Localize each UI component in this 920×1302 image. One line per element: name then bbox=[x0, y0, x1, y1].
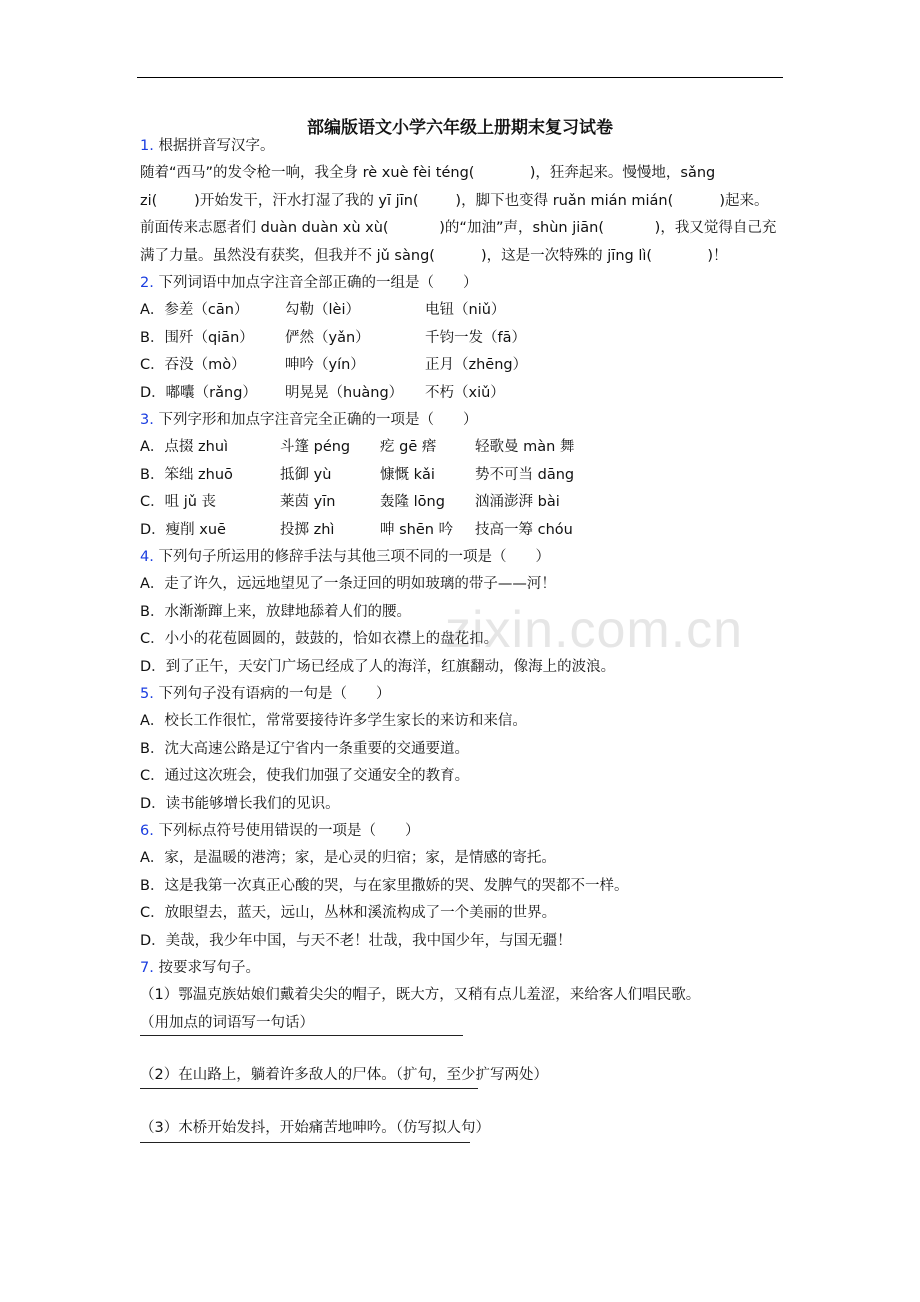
question-q2 bbox=[140, 273, 477, 293]
page-title: 部编版语文小学六年级上册期末复习试卷 bbox=[307, 118, 613, 138]
option-item: C．咀 jǔ 丧 bbox=[140, 494, 217, 511]
option: A．校长工作很忙，常常要接待许多学生家长的来访和来信。 bbox=[140, 713, 527, 730]
option-item: 汹涌澎湃 bài bbox=[475, 494, 560, 511]
option-item: 轰隆 lōng bbox=[380, 494, 445, 511]
question-number: 2. bbox=[140, 275, 154, 291]
option-item: 技高一筹 chóu bbox=[475, 521, 573, 538]
q7-hint: （用加点的词语写一句话） bbox=[140, 1014, 314, 1031]
q7-item: （2）在山路上，躺着许多敌人的尸体。（扩句，至少扩写两处） bbox=[140, 1066, 548, 1083]
option: C．小小的花苞圆圆的，鼓鼓的，恰如衣襟上的盘花扣。 bbox=[140, 631, 499, 648]
option-item: 莱茵 yīn bbox=[280, 494, 336, 511]
option: A．走了许久，远远地望见了一条迂回的明如玻璃的带子——河！ bbox=[140, 576, 556, 593]
question-q3 bbox=[140, 410, 477, 430]
option-item: 抵御 yù bbox=[280, 466, 332, 483]
option: B．水渐渐蹿上来，放肆地舔着人们的腰。 bbox=[140, 603, 411, 620]
option-item: A．点掇 zhuì bbox=[140, 439, 229, 456]
option-item: 明晃晃（huàng） bbox=[285, 384, 404, 401]
option-item: A．参差（cān） bbox=[140, 302, 249, 319]
question-q6 bbox=[140, 821, 419, 841]
question-number: 1. bbox=[140, 138, 154, 154]
option-item: 呻吟（yín） bbox=[285, 357, 365, 374]
question-number: 4. bbox=[140, 549, 154, 565]
option-item: D．嘟囔（rǎng） bbox=[140, 384, 257, 401]
question-number: 6. bbox=[140, 823, 154, 839]
option: D．到了正午，天安门广场已经成了人的海洋，红旗翻动，像海上的波浪。 bbox=[140, 658, 616, 675]
option-item: 不朽（xiǔ） bbox=[425, 384, 505, 401]
passage-line: 前面传来志愿者们 duàn duàn xù xù( )的“加油”声，shùn jiān( )，我又觉得自己充 bbox=[140, 220, 777, 237]
question-stem: 根据拼音写汉字。 bbox=[158, 138, 275, 154]
option: C．放眼望去，蓝天，远山，丛林和溪流构成了一个美丽的世界。 bbox=[140, 905, 557, 922]
option-item: 慷慨 kǎi bbox=[380, 466, 435, 483]
question-number: 7. bbox=[140, 960, 154, 976]
option: D．读书能够增长我们的见识。 bbox=[140, 795, 340, 812]
option-item: 轻歌曼 màn 舞 bbox=[475, 439, 575, 456]
question-number: 3. bbox=[140, 412, 154, 428]
question-q5 bbox=[140, 684, 390, 704]
option-item: 势不可当 dāng bbox=[475, 466, 575, 483]
passage-line: 满了力量。虽然没有获奖，但我并不 jǔ sàng( )，这是一次特殊的 jīng lì( )！ bbox=[140, 247, 728, 264]
option-item: B．围歼（qiān） bbox=[140, 329, 254, 346]
option-item: D．瘦削 xuē bbox=[140, 521, 226, 538]
question-q4 bbox=[140, 547, 550, 567]
option-item: 呻 shēn 吟 bbox=[380, 521, 454, 538]
option-item: 投掷 zhì bbox=[280, 521, 335, 538]
option-item: 电钮（niǔ） bbox=[425, 302, 506, 319]
option-item: 勾勒（lèi） bbox=[285, 302, 360, 319]
q7-item: （3）木桥开始发抖，开始痛苦地呻吟。（仿写拟人句） bbox=[140, 1120, 490, 1137]
option: B．沈大高速公路是辽宁省内一条重要的交通要道。 bbox=[140, 740, 469, 757]
answer-blank[interactable] bbox=[140, 1142, 470, 1143]
option-item: 千钧一发（fā） bbox=[425, 329, 526, 346]
option-item: 正月（zhēng） bbox=[425, 357, 528, 374]
question-stem: 下列标点符号使用错误的一项是（ ） bbox=[158, 823, 420, 839]
option: A．家，是温暖的港湾；家，是心灵的归宿；家，是情感的寄托。 bbox=[140, 850, 556, 867]
passage-line: zi( )开始发干，汗水打湿了我的 yī jīn( )，脚下也变得 ruǎn mián mián( )起来。 bbox=[140, 192, 769, 209]
option: D．美哉，我少年中国，与天不老！壮哉，我中国少年，与国无疆！ bbox=[140, 932, 572, 949]
question-stem: 按要求写句子。 bbox=[158, 960, 260, 976]
question-number: 5. bbox=[140, 686, 154, 702]
header-rule bbox=[137, 77, 783, 78]
answer-blank[interactable] bbox=[140, 1035, 463, 1036]
option: C．通过这次班会，使我们加强了交通安全的教育。 bbox=[140, 768, 470, 785]
option-item: B．笨绌 zhuō bbox=[140, 466, 233, 483]
passage-line: 随着“西马”的发令枪一响，我全身 rè xuè fèi téng( )，狂奔起来。慢慢地，sǎng bbox=[140, 165, 716, 182]
question-stem: 下列字形和加点字注音完全正确的一项是（ ） bbox=[158, 412, 478, 428]
watermark: zixin.com.cn bbox=[445, 601, 744, 659]
option-item: 疙 gē 瘩 bbox=[380, 439, 437, 456]
question-stem: 下列句子没有语病的一句是（ ） bbox=[158, 686, 391, 702]
q7-item: （1）鄂温克族姑娘们戴着尖尖的帽子，既大方，又稍有点儿羞涩，来给客人们唱民歌。 bbox=[140, 987, 701, 1004]
option-item: C．吞没（mò） bbox=[140, 357, 246, 374]
question-q1 bbox=[140, 136, 274, 156]
option-item: 俨然（yǎn） bbox=[285, 329, 370, 346]
question-stem: 下列词语中加点字注音全部正确的一组是（ ） bbox=[158, 275, 478, 291]
question-q7 bbox=[140, 958, 260, 978]
question-stem: 下列句子所运用的修辞手法与其他三项不同的一项是（ ） bbox=[158, 549, 550, 565]
answer-blank[interactable] bbox=[140, 1088, 478, 1089]
option: B．这是我第一次真正心酸的哭，与在家里撒娇的哭、发脾气的哭都不一样。 bbox=[140, 877, 629, 894]
option-item: 斗篷 péng bbox=[280, 439, 351, 456]
